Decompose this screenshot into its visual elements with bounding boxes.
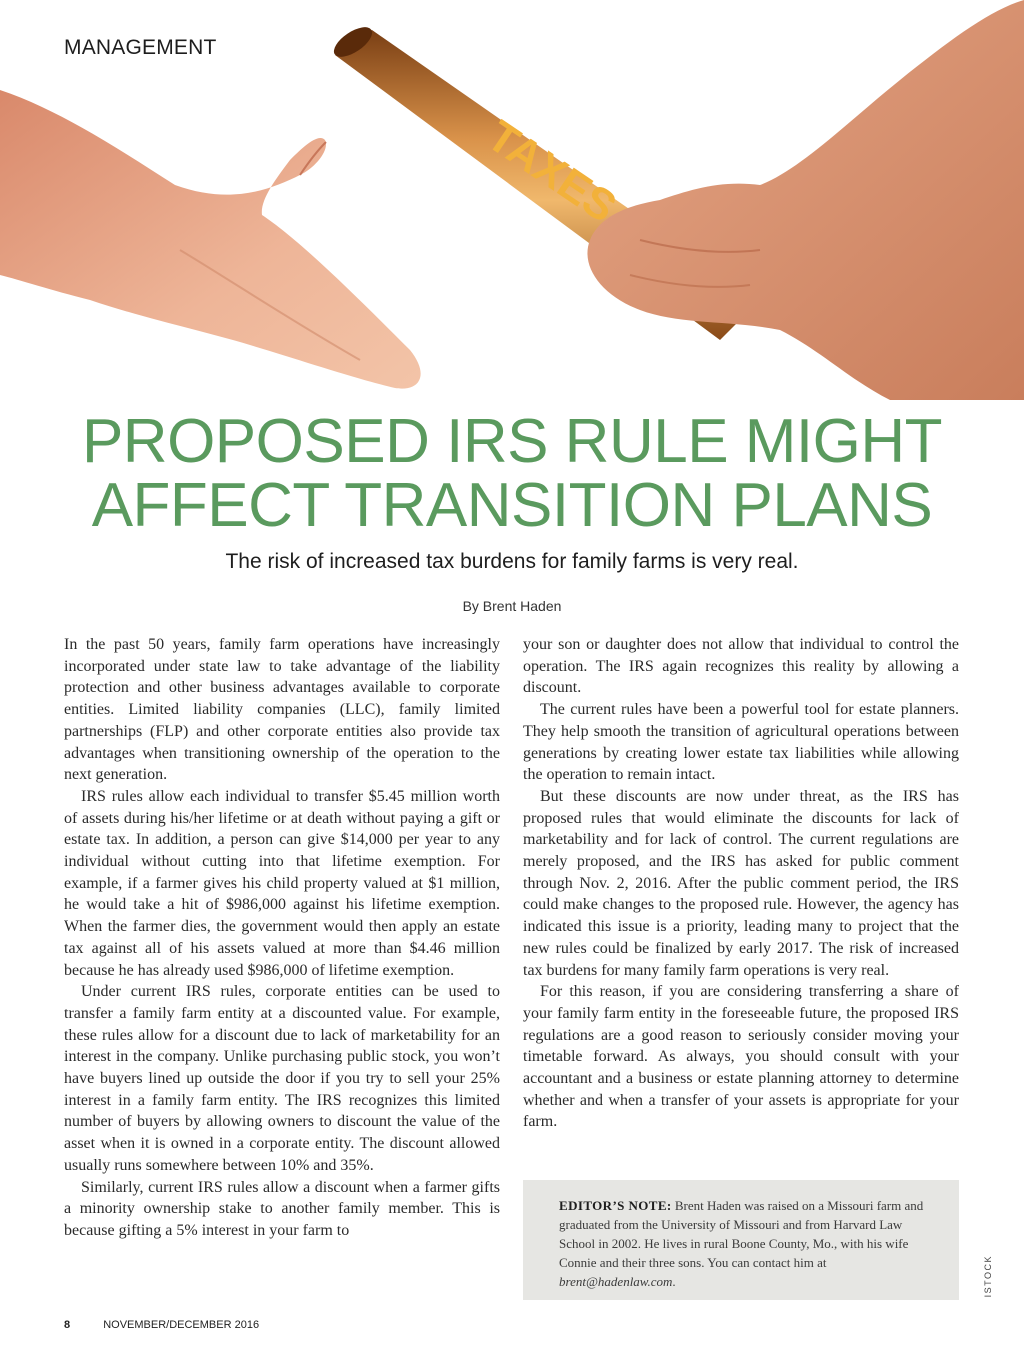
editor-note-box: [523, 1180, 959, 1300]
editor-note-text: Brent Haden was raised on a Missouri farm and graduated from the University of Missouri and from Harvard Law School in 2002. He lives in rural Boone County, Mo., with his wife Connie and their three sons. You can contact him at: [559, 1198, 924, 1270]
headline-line-2: AFFECT TRANSITION PLANS: [91, 471, 933, 540]
section-label: MANAGEMENT: [64, 36, 217, 59]
paragraph: IRS rules allow each individual to transfer $5.45 million worth of assets during his/her lifetime or at death without paying a gift or estate tax. In addition, a person can give $14,000 per year to any individual without cutting into that lifetime exemption. For example, if a farmer gives his child property valued at $1 million, he would take a hit of $986,000 against his lifetime exemption. When the farmer dies, the government would then apply an estate tax against all of his assets valued at more than $4.46 million because he has already used $986,000 of lifetime exemption.: [64, 787, 500, 979]
author-email-link[interactable]: brent@hadenlaw.com: [559, 1274, 673, 1289]
paragraph: For this reason, if you are considering transferring a share of your family farm entity in the foreseeable future, the proposed IRS regulations are a good reason to seriously consider moving your timetable forward. As always, you should consult with your accountant and a business or estate planning attorney to determine whether and when a transfer of your assets is appropriate for your farm.: [523, 983, 959, 1131]
paragraph: In the past 50 years, family farm operations have increasingly incorporated under state law to take advantage of the liability protection and other business advantages available to corporate entities. Limited liability companies (LLC), family limited partnerships (FLP) and other corporate entities also provide tax advantages when transitioning ownership of the operation to the next generation.: [64, 636, 500, 784]
right-hand-illustration: [587, 0, 1024, 400]
paragraph: your son or daughter does not allow that individual to control the operation. The IRS again recognizes this reality by allowing a discount.: [523, 636, 959, 697]
paragraph: Similarly, current IRS rules allow a discount when a farmer gifts a minority ownership stake to another family member. This is because gifting a 5% interest in your farm to: [64, 1178, 500, 1239]
hero-photo: [0, 0, 1024, 400]
paragraph: But these discounts are now under threat, as the IRS has proposed rules that would eliminate the discounts for lack of marketability and for lack of control. The current regulations are merely proposed, and the IRS has asked for public comment through Nov. 2, 2016. After the public comment period, the IRS could make changes to the proposed rule. However, the agency has indicated this issue is a priority, leading many to project that the new rules could be finalized by early 2017. The risk of increased tax burdens for many family farm operations is very real.: [523, 787, 959, 979]
body-column-right: [523, 634, 959, 1133]
page-footer: [64, 1319, 259, 1331]
subheadline: The risk of increased tax burdens for family farms is very real.: [225, 550, 799, 573]
editor-note-label: EDITOR’S NOTE:: [559, 1198, 672, 1213]
baton-label: TAXES: [478, 111, 625, 233]
byline: By Brent Haden: [462, 598, 562, 614]
headline: [0, 407, 1024, 540]
left-hand-illustration: [0, 90, 421, 389]
photo-credit: ISTOCK: [983, 1255, 993, 1298]
issue-date: NOVEMBER/DECEMBER 2016: [103, 1319, 260, 1331]
paragraph: Under current IRS rules, corporate entities can be used to transfer a family farm entity at a discounted value. For example, these rules allow for a discount due to lack of marketability for an interest in the company. Unlike purchasing public stock, you won’t have buyers lined up outside the door if you try to sell your 25% interest in a family farm entity. The IRS recognizes this limited number of buyers by allowing owners to discount the value of the asset when it is owned in a corporate entity. The discount allowed usually runs somewhere between 10% and 35%.: [64, 983, 500, 1174]
page-number: 8: [64, 1319, 71, 1331]
body-column-left: [64, 634, 500, 1242]
headline-line-1: PROPOSED IRS RULE MIGHT: [81, 407, 943, 476]
paragraph: The current rules have been a powerful tool for estate planners. They help smooth the transition of agricultural operations between generations by creating lower estate tax liabilities while allowing the operation to remain intact.: [523, 701, 959, 784]
editor-note-end: .: [672, 1274, 676, 1289]
